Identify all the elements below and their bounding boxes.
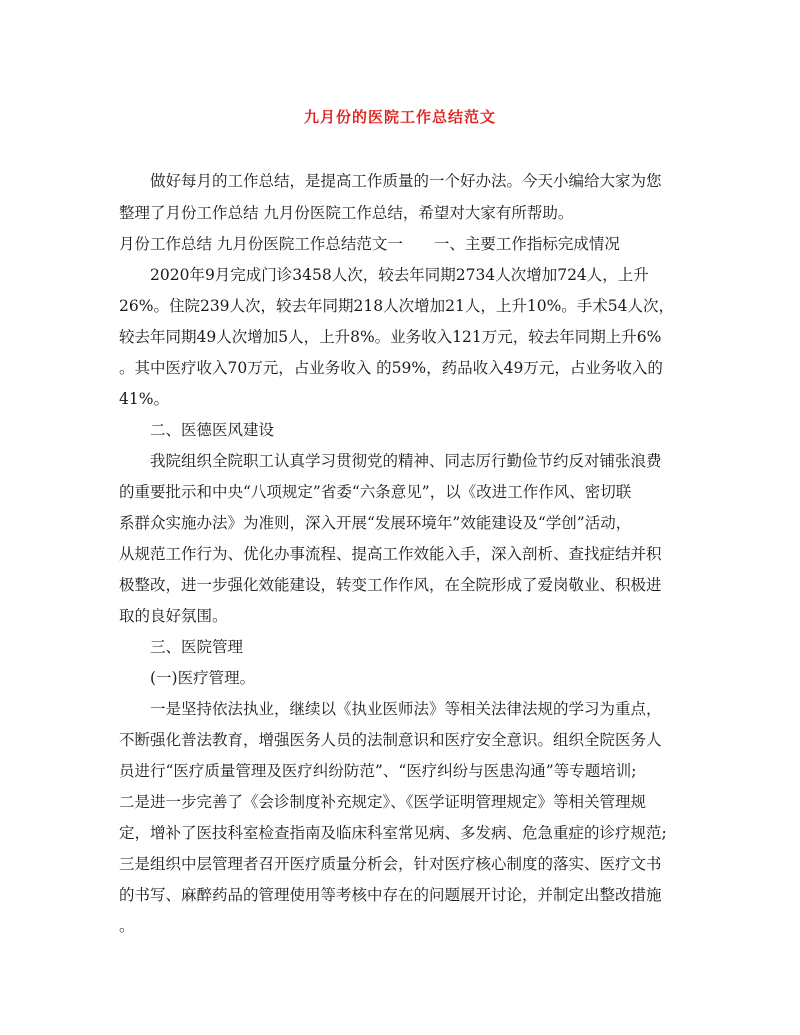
- paragraph-line: 定，增补了医技科室检查指南及临床科室常见病、多发病、危急重症的诊疗规范;: [119, 824, 667, 842]
- paragraph-line: 一是坚持依法执业，继续以《执业医师法》等相关法律法规的学习为重点，: [150, 700, 662, 718]
- document-title: 九月份的医院工作总结范文: [303, 108, 496, 126]
- paragraph-line: 整理了月份工作总结 九月份医院工作总结，希望对大家有所帮助。: [119, 204, 574, 222]
- paragraph-line: 从规范工作行为、优化办事流程、提高工作效能入手，深入剖析、查找症结并积: [119, 545, 662, 563]
- paragraph-line: 做好每月的工作总结，是提高工作质量的一个好办法。今天小编给大家为您: [150, 172, 662, 190]
- paragraph-line: 。: [119, 917, 135, 935]
- paragraph-line: 三是组织中层管理者召开医疗质量分析会，针对医疗核心制度的落实、医疗文书: [119, 855, 662, 873]
- paragraph-line: 取的良好氛围。: [119, 607, 228, 625]
- paragraph-line: 我院组织全院职工认真学习贯彻党的精神、同志厉行勤俭节约反对铺张浪费: [150, 452, 662, 470]
- paragraph-line: 月份工作总结 九月份医院工作总结范文一 一、主要工作指标完成情况: [119, 235, 620, 253]
- paragraph-line: 极整改，进一步强化效能建设，转变工作作风，在全院形成了爱岗敬业、积极进: [119, 576, 662, 594]
- paragraph-line: 二是进一步完善了《会诊制度补充规定》、《医学证明管理规定》等相关管理规: [119, 793, 647, 811]
- paragraph-line: 41%。: [119, 390, 169, 408]
- section-heading: 三、医院管理: [150, 638, 244, 656]
- paragraph-line: 的书写、麻醉药品的管理使用等考核中存在的问题展开讨论，并制定出整改措施: [119, 886, 662, 904]
- subsection-heading: (一)医疗管理。: [150, 669, 256, 687]
- paragraph-line: 系群众实施办法》为准则，深入开展“发展环境年”效能建设及“学创”活动，: [119, 514, 632, 532]
- paragraph-line: 员进行“医疗质量管理及医疗纠纷防范”、“医疗纠纷与医患沟通”等专题培训;: [119, 762, 637, 780]
- paragraph-line: 较去年同期49人次增加5人，上升8%。业务收入121万元，较去年同期上升6%: [119, 328, 662, 346]
- paragraph-line: 2020年9月完成门诊3458人次，较去年同期2734人次增加724人，上升: [150, 266, 649, 284]
- paragraph-line: 不断强化普法教育，增强医务人员的法制意识和医疗安全意识。组织全院医务人: [119, 731, 662, 749]
- paragraph-line: 26%。住院239人次，较去年同期218人次增加21人，上升10%。手术54人次，: [119, 297, 675, 315]
- paragraph-line: 。其中医疗收入70万元，占业务收入 的59%，药品收入49万元，占业务收入的: [119, 359, 663, 377]
- section-heading: 二、医德医风建设: [150, 421, 275, 439]
- paragraph-line: 的重要批示和中央“八项规定”省委“六条意见”，以《改进工作作风、密切联: [119, 483, 632, 501]
